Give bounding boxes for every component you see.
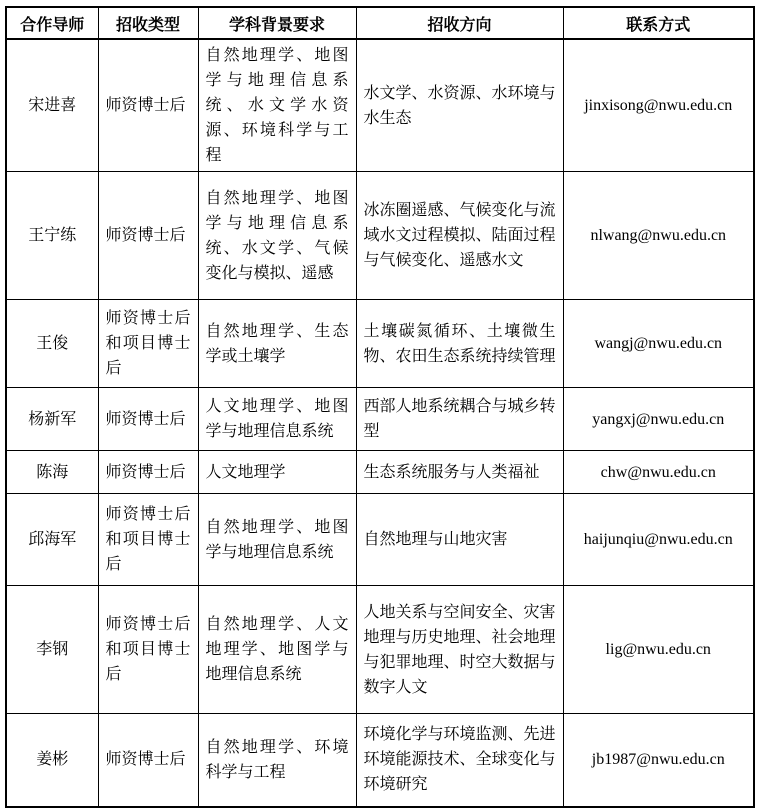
direction-cell: 环境化学与环境监测、先进环境能源技术、全球变化与环境研究 [356, 714, 563, 807]
table-row [6, 714, 754, 807]
background-cell: 自然地理学、地图学与地理信息系统、水文学水资源、环境科学与工程 [198, 39, 356, 172]
table-row [6, 39, 754, 172]
table-row [6, 586, 754, 714]
type-cell: 师资博士后 [98, 388, 198, 451]
table-row [6, 172, 754, 300]
recruitment-table [5, 6, 755, 808]
type-cell: 师资博士后 [98, 451, 198, 494]
contact-cell: chw@nwu.edu.cn [563, 451, 754, 494]
header-contact: 联系方式 [563, 7, 754, 39]
type-cell: 师资博士后和项目博士后 [98, 586, 198, 714]
type-cell: 师资博士后和项目博士后 [98, 494, 198, 586]
direction-cell: 生态系统服务与人类福祉 [356, 451, 563, 494]
background-cell: 人文地理学 [198, 451, 356, 494]
table-header [6, 7, 754, 39]
mentor-cell: 姜彬 [6, 714, 98, 807]
background-cell: 自然地理学、地图学与地理信息系统 [198, 494, 356, 586]
contact-cell: yangxj@nwu.edu.cn [563, 388, 754, 451]
background-cell: 人文地理学、地图学与地理信息系统 [198, 388, 356, 451]
contact-cell: jb1987@nwu.edu.cn [563, 714, 754, 807]
type-cell: 师资博士后 [98, 714, 198, 807]
table-row [6, 451, 754, 494]
direction-cell: 自然地理与山地灾害 [356, 494, 563, 586]
direction-cell: 西部人地系统耦合与城乡转型 [356, 388, 563, 451]
contact-cell: wangj@nwu.edu.cn [563, 300, 754, 388]
type-cell: 师资博士后 [98, 39, 198, 172]
mentor-cell: 杨新军 [6, 388, 98, 451]
direction-cell: 人地关系与空间安全、灾害地理与历史地理、社会地理与犯罪地理、时空大数据与数字人文 [356, 586, 563, 714]
mentor-cell: 李钢 [6, 586, 98, 714]
header-row [6, 7, 754, 39]
header-background: 学科背景要求 [198, 7, 356, 39]
header-type: 招收类型 [98, 7, 198, 39]
header-mentor: 合作导师 [6, 7, 98, 39]
direction-cell: 冰冻圈遥感、气候变化与流域水文过程模拟、陆面过程与气候变化、遥感水文 [356, 172, 563, 300]
mentor-cell: 王俊 [6, 300, 98, 388]
mentor-cell: 陈海 [6, 451, 98, 494]
header-direction: 招收方向 [356, 7, 563, 39]
contact-cell: jinxisong@nwu.edu.cn [563, 39, 754, 172]
background-cell: 自然地理学、地图学与地理信息系统、水文学、气候变化与模拟、遥感 [198, 172, 356, 300]
background-cell: 自然地理学、生态学或土壤学 [198, 300, 356, 388]
table-row [6, 388, 754, 451]
contact-cell: nlwang@nwu.edu.cn [563, 172, 754, 300]
table-row [6, 494, 754, 586]
table-body [6, 39, 754, 807]
contact-cell: haijunqiu@nwu.edu.cn [563, 494, 754, 586]
direction-cell: 土壤碳氮循环、土壤微生物、农田生态系统持续管理 [356, 300, 563, 388]
background-cell: 自然地理学、人文地理学、地图学与地理信息系统 [198, 586, 356, 714]
background-cell: 自然地理学、环境科学与工程 [198, 714, 356, 807]
mentor-cell: 宋进喜 [6, 39, 98, 172]
direction-cell: 水文学、水资源、水环境与水生态 [356, 39, 563, 172]
table-row [6, 300, 754, 388]
type-cell: 师资博士后 [98, 172, 198, 300]
mentor-cell: 邱海军 [6, 494, 98, 586]
type-cell: 师资博士后和项目博士后 [98, 300, 198, 388]
contact-cell: lig@nwu.edu.cn [563, 586, 754, 714]
mentor-cell: 王宁练 [6, 172, 98, 300]
